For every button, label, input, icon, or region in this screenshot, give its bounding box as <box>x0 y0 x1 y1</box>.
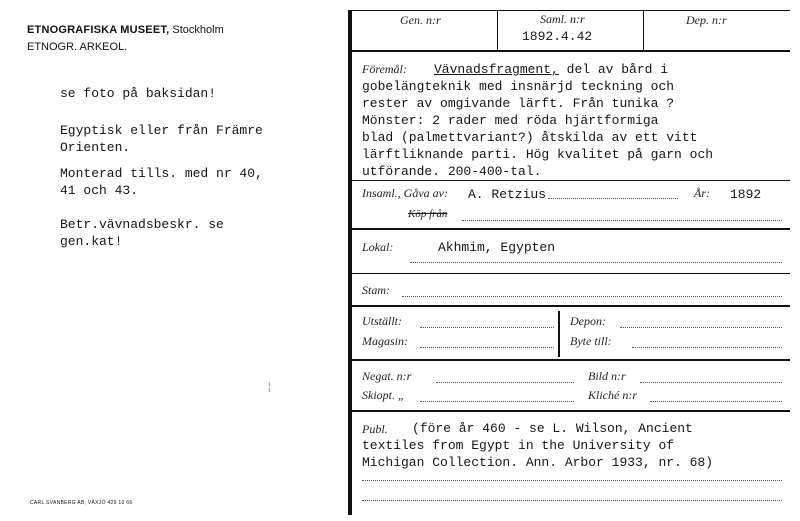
publ-label: Publ. <box>362 422 388 436</box>
publ-line-1: (före år 460 - se L. Wilson, Ancient <box>412 421 693 436</box>
bild-dots <box>640 382 782 383</box>
publ-line-3: Michigan Collection. Ann. Arbor 1933, nr. 68) <box>362 455 714 470</box>
foremal-first-rest: del av bård i <box>566 62 669 77</box>
note-mounted-1: Monterad tills. med nr 40, <box>60 166 263 181</box>
photo-border <box>350 410 790 412</box>
museum-city: Stockholm <box>172 24 224 36</box>
note-mounted-2: 41 och 43. <box>60 183 139 198</box>
stam-dots <box>402 296 782 297</box>
foremal-line-3: rester av omgivande lärft. Från tunika ? <box>362 96 675 111</box>
museum-header <box>27 22 224 56</box>
note-photo: se foto på baksidan! <box>60 86 217 101</box>
kliche-dots <box>650 401 782 402</box>
publ-dots-1 <box>362 480 782 481</box>
depon-dots <box>620 327 782 328</box>
skiopt-dots <box>420 401 574 402</box>
foremal-line-5: blad (palmettvariant?) åtskilda av ett vitt <box>362 130 698 145</box>
note-origin-1: Egyptisk eller från Främre <box>60 123 263 138</box>
byte-dots <box>632 347 782 348</box>
lokal-value: Akhmim, Egypten <box>438 240 556 255</box>
note-origin-2: Orienten. <box>60 140 131 155</box>
bild-label: Bild n:r <box>588 369 626 383</box>
skiopt-label: Skiopt. „ <box>362 388 405 402</box>
magasin-label: Magasin: <box>362 334 408 348</box>
top-row-border <box>350 50 790 52</box>
lokal-border <box>350 273 790 274</box>
insaml-border <box>350 228 790 230</box>
storage-border <box>350 359 790 361</box>
foremal-line-4: Mönster: 2 rader med röda hjärtformiga <box>362 113 659 128</box>
foremal-line-2: gobelängteknik med insnärjd teckning och <box>362 79 675 94</box>
form-spine <box>348 10 352 515</box>
utstallt-dots <box>420 327 554 328</box>
kop-label: Köp från <box>408 208 448 220</box>
magasin-dots <box>420 347 554 348</box>
gen-label: Gen. n:r <box>400 13 441 27</box>
storage-divider <box>558 311 560 357</box>
lokal-label: Lokal: <box>362 240 394 254</box>
note-weaving-2: gen.kat! <box>60 234 123 249</box>
foremal-border <box>350 180 790 181</box>
byte-label: Byte till: <box>570 334 612 348</box>
note-weaving-1: Betr.vävnadsbeskr. se <box>60 217 224 232</box>
saml-label: Saml. n:r <box>540 12 585 26</box>
saml-value: 1892.4.42 <box>522 29 593 44</box>
kop-dots <box>462 220 782 221</box>
foremal-line-7: utförande. 200-400-tal. <box>362 164 542 179</box>
department: ETNOGR. ARKEOL. <box>27 41 128 53</box>
form-top-border <box>350 10 790 11</box>
museum-name: ETNOGRAFISKA MUSEET, <box>27 24 170 36</box>
foremal-first-word: Vävnadsfragment, <box>434 62 559 77</box>
stam-border <box>350 305 790 307</box>
kliche-label: Kliché n:r <box>588 388 637 402</box>
ar-label: År: <box>694 186 710 200</box>
publ-line-2: textiles from Egypt in the University of <box>362 438 675 453</box>
ink-mark: ¦ <box>268 382 271 393</box>
top-divider-1 <box>497 10 498 50</box>
foremal-line-6: lärftliknande parti. Hög kvalitet på garn och <box>362 147 714 162</box>
insaml-dots <box>548 198 678 199</box>
publ-dots-2 <box>362 500 782 501</box>
insaml-label: Insaml., Gåva av: <box>362 186 448 200</box>
depon-label: Depon: <box>570 314 606 328</box>
negat-dots <box>436 382 574 383</box>
lokal-dots <box>410 262 782 263</box>
dep-label: Dep. n:r <box>686 13 727 27</box>
utstallt-label: Utställt: <box>362 314 403 328</box>
ar-value: 1892 <box>730 187 762 202</box>
insaml-value: A. Retzius <box>468 187 547 202</box>
foremal-label: Föremål: <box>362 62 407 76</box>
stam-label: Stam: <box>362 283 390 297</box>
top-divider-2 <box>643 10 644 50</box>
printer-mark: CARL SVANBERG AB, VÄXJÖ 429 10 66 <box>30 500 133 506</box>
negat-label: Negat. n:r <box>362 369 412 383</box>
